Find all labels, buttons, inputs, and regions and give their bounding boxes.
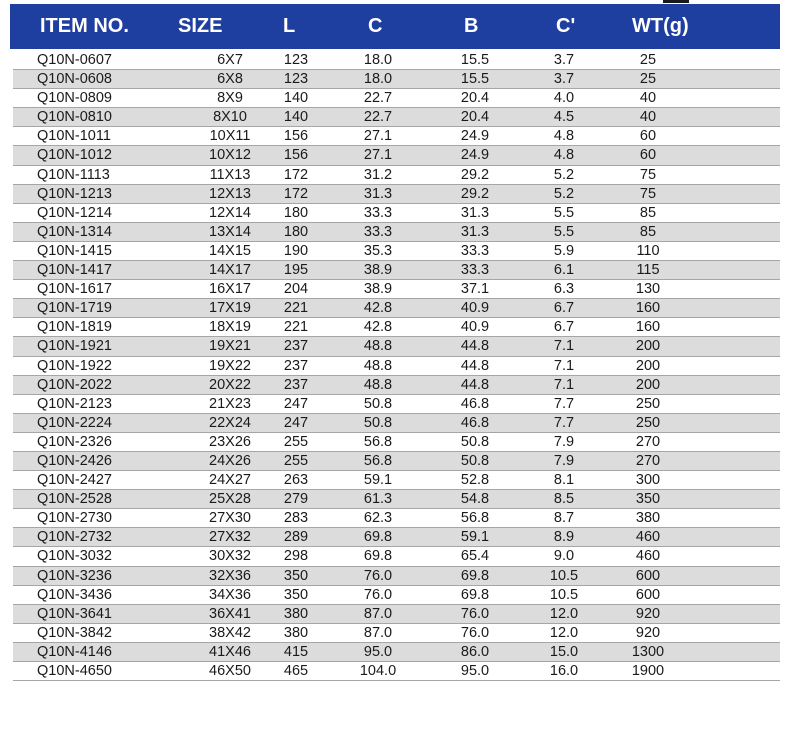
size-cell: 19X22 [209,357,251,374]
size-cell: 8X9 [217,90,243,107]
c-prime-cell: 7.1 [553,357,575,374]
c-cell: 104.0 [359,663,397,679]
length-cell: 350 [283,567,309,584]
weight-cell: 130 [635,281,661,298]
table-row [13,204,780,223]
c-cell: 33.3 [363,204,393,221]
b-cell: 59.1 [460,529,490,546]
table-row [13,280,780,299]
length-cell: 156 [283,128,309,145]
weight-cell: 200 [635,357,661,374]
b-cell: 15.5 [460,71,490,88]
c-prime-cell: 7.7 [553,395,575,412]
size-cell: 24X27 [209,472,251,489]
table-row [13,223,780,242]
c-prime-cell: 10.5 [549,567,579,584]
c-cell: 27.1 [363,128,393,145]
weight-cell: 250 [635,395,661,412]
weight-cell: 60 [639,147,657,164]
item-no-cell: Q10N-2326 [37,433,112,450]
size-cell: 19X21 [209,338,251,355]
length-cell: 380 [283,605,309,622]
length-cell: 195 [283,262,309,279]
header-b: B [464,15,479,37]
size-cell: 25X28 [209,491,251,508]
c-prime-cell: 4.0 [553,90,575,107]
size-cell: 30X32 [209,548,251,565]
header-item-no: ITEM NO. [40,15,129,37]
c-cell: 56.8 [363,433,393,450]
item-no-cell: Q10N-0607 [37,52,112,68]
item-no-cell: Q10N-2528 [37,491,112,508]
weight-cell: 600 [635,586,661,603]
item-no-cell: Q10N-0809 [37,90,112,107]
length-cell: 172 [283,166,309,183]
b-cell: 44.8 [460,357,490,374]
size-cell: 27X32 [209,529,251,546]
c-cell: 59.1 [363,472,393,489]
weight-cell: 350 [635,491,661,508]
size-cell: 8X10 [213,109,247,126]
weight-cell: 200 [635,338,661,355]
length-cell: 156 [283,147,309,164]
weight-cell: 40 [639,90,657,107]
c-cell: 38.9 [363,262,393,279]
length-cell: 172 [283,185,309,202]
weight-cell: 25 [639,52,657,68]
item-no-cell: Q10N-4146 [37,643,112,660]
length-cell: 279 [283,491,309,508]
c-cell: 48.8 [363,338,393,355]
b-cell: 76.0 [460,605,490,622]
c-prime-cell: 12.0 [549,605,579,622]
b-cell: 33.3 [460,242,490,259]
c-cell: 62.3 [363,510,393,527]
table-row [13,605,780,624]
item-no-cell: Q10N-4650 [37,663,112,679]
header-l: L [283,15,296,37]
table-row [13,357,780,376]
size-cell: 23X26 [209,433,251,450]
c-cell: 69.8 [363,529,393,546]
table-row [13,490,780,509]
length-cell: 255 [283,433,309,450]
c-cell: 18.0 [363,71,393,88]
b-cell: 54.8 [460,491,490,508]
table-row [13,395,780,414]
length-cell: 180 [283,223,309,240]
weight-cell: 115 [636,262,660,279]
size-cell: 17X19 [209,300,251,317]
length-cell: 255 [283,452,309,469]
c-prime-cell: 5.2 [553,185,575,202]
b-cell: 24.9 [460,128,490,145]
table-row [13,433,780,452]
table-row [13,51,780,70]
c-prime-cell: 4.8 [553,147,575,164]
b-cell: 31.3 [460,223,490,240]
weight-cell: 25 [639,71,657,88]
weight-cell: 75 [639,166,657,183]
b-cell: 40.9 [460,300,490,317]
size-cell: 38X42 [209,624,251,641]
c-cell: 87.0 [363,605,393,622]
c-prime-cell: 4.5 [553,109,575,126]
b-cell: 29.2 [460,166,490,183]
weight-cell: 380 [635,510,661,527]
weight-cell: 200 [635,376,661,393]
weight-cell: 85 [639,204,657,221]
item-no-cell: Q10N-1922 [37,357,112,374]
c-prime-cell: 5.2 [553,166,575,183]
length-cell: 247 [283,414,309,431]
size-cell: 34X36 [209,586,251,603]
b-cell: 15.5 [460,52,490,68]
weight-cell: 270 [635,452,661,469]
size-cell: 14X15 [209,242,251,259]
item-no-cell: Q10N-1617 [37,281,112,298]
c-prime-cell: 7.1 [553,338,575,355]
table-row [13,318,780,337]
b-cell: 33.3 [460,262,490,279]
c-prime-cell: 7.1 [553,376,575,393]
length-cell: 247 [283,395,309,412]
item-no-cell: Q10N-1213 [37,185,112,202]
c-prime-cell: 7.9 [553,433,575,450]
item-no-cell: Q10N-2123 [37,395,112,412]
b-cell: 86.0 [460,643,490,660]
length-cell: 350 [283,586,309,603]
item-no-cell: Q10N-1113 [37,166,110,183]
item-no-cell: Q10N-1719 [37,300,112,317]
item-no-cell: Q10N-3842 [37,624,112,641]
weight-cell: 85 [639,223,657,240]
table-row [13,89,780,108]
header-c: C [368,15,383,37]
c-prime-cell: 5.5 [553,223,575,240]
header-weight: WT(g) [632,15,689,37]
weight-cell: 250 [635,414,661,431]
length-cell: 190 [283,242,309,259]
item-no-cell: Q10N-3436 [37,586,112,603]
size-cell: 12X13 [209,185,251,202]
c-prime-cell: 8.9 [553,529,575,546]
size-cell: 6X8 [217,71,243,88]
c-prime-cell: 3.7 [553,52,575,68]
item-no-cell: Q10N-1314 [37,223,112,240]
item-no-cell: Q10N-1011 [37,128,111,145]
b-cell: 46.8 [460,395,490,412]
c-prime-cell: 6.1 [553,262,575,279]
length-cell: 237 [283,338,309,355]
c-prime-cell: 15.0 [549,643,579,660]
c-cell: 22.7 [363,109,393,126]
table-row [13,414,780,433]
b-cell: 95.0 [460,663,490,679]
table-row [13,376,780,395]
item-no-cell: Q10N-3641 [37,605,112,622]
size-cell: 24X26 [209,452,251,469]
c-cell: 76.0 [363,586,393,603]
length-cell: 380 [283,624,309,641]
table-row [13,567,780,586]
length-cell: 465 [283,663,309,679]
c-prime-cell: 8.7 [553,510,575,527]
b-cell: 44.8 [460,376,490,393]
item-no-cell: Q10N-3236 [37,567,112,584]
table-row [13,586,780,605]
b-cell: 37.1 [460,281,490,298]
size-cell: 36X41 [209,605,251,622]
size-cell: 14X17 [209,262,251,279]
table-row [13,70,780,89]
table-row [13,528,780,547]
b-cell: 76.0 [460,624,490,641]
table-row [13,509,780,528]
c-cell: 31.3 [363,185,393,202]
length-cell: 140 [283,109,309,126]
c-cell: 31.2 [363,166,393,183]
c-cell: 38.9 [363,281,393,298]
c-prime-cell: 8.5 [553,491,575,508]
table-row [13,337,780,356]
table-row [13,452,780,471]
b-cell: 50.8 [460,452,490,469]
table-row [13,547,780,566]
item-no-cell: Q10N-1417 [37,262,112,279]
b-cell: 44.8 [460,338,490,355]
b-cell: 46.8 [460,414,490,431]
item-no-cell: Q10N-3032 [37,548,112,565]
c-prime-cell: 8.1 [553,472,575,489]
size-cell: 6X7 [217,52,243,68]
c-prime-cell: 6.7 [553,319,575,336]
b-cell: 20.4 [460,90,490,107]
item-no-cell: Q10N-2427 [37,472,112,489]
b-cell: 20.4 [460,109,490,126]
length-cell: 237 [283,357,309,374]
c-prime-cell: 4.8 [553,128,575,145]
weight-cell: 600 [635,567,661,584]
length-cell: 415 [283,643,309,660]
weight-cell: 60 [639,128,657,145]
c-cell: 50.8 [363,395,393,412]
table-row [13,662,780,681]
length-cell: 180 [283,204,309,221]
header-c-prime: C' [556,15,576,37]
table-row [13,166,780,185]
b-cell: 69.8 [460,586,490,603]
length-cell: 221 [283,300,309,317]
c-cell: 76.0 [363,567,393,584]
c-prime-cell: 7.9 [553,452,575,469]
table-row [13,127,780,146]
size-cell: 18X19 [209,319,251,336]
item-no-cell: Q10N-1921 [37,338,112,355]
weight-cell: 40 [639,109,657,126]
c-cell: 42.8 [363,300,393,317]
item-no-cell: Q10N-1214 [37,204,112,221]
weight-cell: 75 [639,185,657,202]
weight-cell: 160 [635,319,661,336]
size-cell: 16X17 [209,281,251,298]
c-cell: 50.8 [363,414,393,431]
b-cell: 31.3 [460,204,490,221]
c-prime-cell: 9.0 [553,548,575,565]
c-cell: 95.0 [363,643,393,660]
length-cell: 140 [283,90,309,107]
table-header [10,4,780,49]
length-cell: 204 [283,281,309,298]
c-prime-cell: 3.7 [553,71,575,88]
table-row [13,108,780,127]
c-prime-cell: 16.0 [549,663,579,679]
weight-cell: 160 [635,300,661,317]
c-prime-cell: 7.7 [553,414,575,431]
b-cell: 24.9 [460,147,490,164]
c-prime-cell: 6.3 [553,281,575,298]
c-cell: 56.8 [363,452,393,469]
size-cell: 10X11 [209,128,251,145]
weight-cell: 920 [635,624,661,641]
item-no-cell: Q10N-1012 [37,147,112,164]
length-cell: 289 [283,529,309,546]
length-cell: 298 [283,548,309,565]
table-row [13,299,780,318]
weight-cell: 270 [635,433,661,450]
c-prime-cell: 5.5 [553,204,575,221]
corner-mark [663,0,689,3]
item-no-cell: Q10N-0810 [37,109,112,126]
item-no-cell: Q10N-2224 [37,414,112,431]
size-cell: 13X14 [209,223,251,240]
length-cell: 123 [283,71,309,88]
c-prime-cell: 5.9 [553,242,575,259]
table-row [13,471,780,490]
b-cell: 52.8 [460,472,490,489]
b-cell: 56.8 [460,510,490,527]
weight-cell: 300 [635,472,661,489]
item-no-cell: Q10N-0608 [37,71,112,88]
c-cell: 27.1 [363,147,393,164]
c-cell: 22.7 [363,90,393,107]
c-cell: 18.0 [363,52,393,68]
weight-cell: 460 [635,548,661,565]
c-cell: 48.8 [363,357,393,374]
length-cell: 123 [283,52,309,68]
size-cell: 10X12 [209,147,251,164]
item-no-cell: Q10N-1819 [37,319,112,336]
header-size: SIZE [178,15,223,37]
length-cell: 283 [283,510,309,527]
c-prime-cell: 6.7 [553,300,575,317]
c-prime-cell: 10.5 [549,586,579,603]
table-row [13,624,780,643]
c-prime-cell: 12.0 [549,624,579,641]
item-no-cell: Q10N-2730 [37,510,112,527]
table-row [13,242,780,261]
size-cell: 21X23 [209,395,251,412]
size-cell: 41X46 [209,643,251,660]
size-cell: 20X22 [209,376,251,393]
size-cell: 11X13 [209,166,251,183]
size-cell: 32X36 [209,567,251,584]
length-cell: 263 [283,472,309,489]
size-cell: 46X50 [209,663,251,679]
item-no-cell: Q10N-2732 [37,529,112,546]
size-cell: 12X14 [209,204,251,221]
weight-cell: 460 [635,529,661,546]
b-cell: 65.4 [460,548,490,565]
table-row [13,643,780,662]
weight-cell: 110 [636,242,660,259]
c-cell: 33.3 [363,223,393,240]
c-cell: 35.3 [363,242,393,259]
weight-cell: 1900 [631,663,665,679]
c-cell: 69.8 [363,548,393,565]
table-row [13,146,780,165]
size-cell: 22X24 [209,414,251,431]
b-cell: 40.9 [460,319,490,336]
length-cell: 237 [283,376,309,393]
c-cell: 48.8 [363,376,393,393]
c-cell: 61.3 [363,491,393,508]
c-cell: 42.8 [363,319,393,336]
table-row [13,185,780,204]
item-no-cell: Q10N-2022 [37,376,112,393]
b-cell: 29.2 [460,185,490,202]
table-row [13,261,780,280]
b-cell: 50.8 [460,433,490,450]
b-cell: 69.8 [460,567,490,584]
item-no-cell: Q10N-2426 [37,452,112,469]
weight-cell: 920 [635,605,661,622]
table-body [13,51,780,681]
length-cell: 221 [283,319,309,336]
weight-cell: 1300 [631,643,665,660]
c-cell: 87.0 [363,624,393,641]
item-no-cell: Q10N-1415 [37,242,112,259]
size-cell: 27X30 [209,510,251,527]
